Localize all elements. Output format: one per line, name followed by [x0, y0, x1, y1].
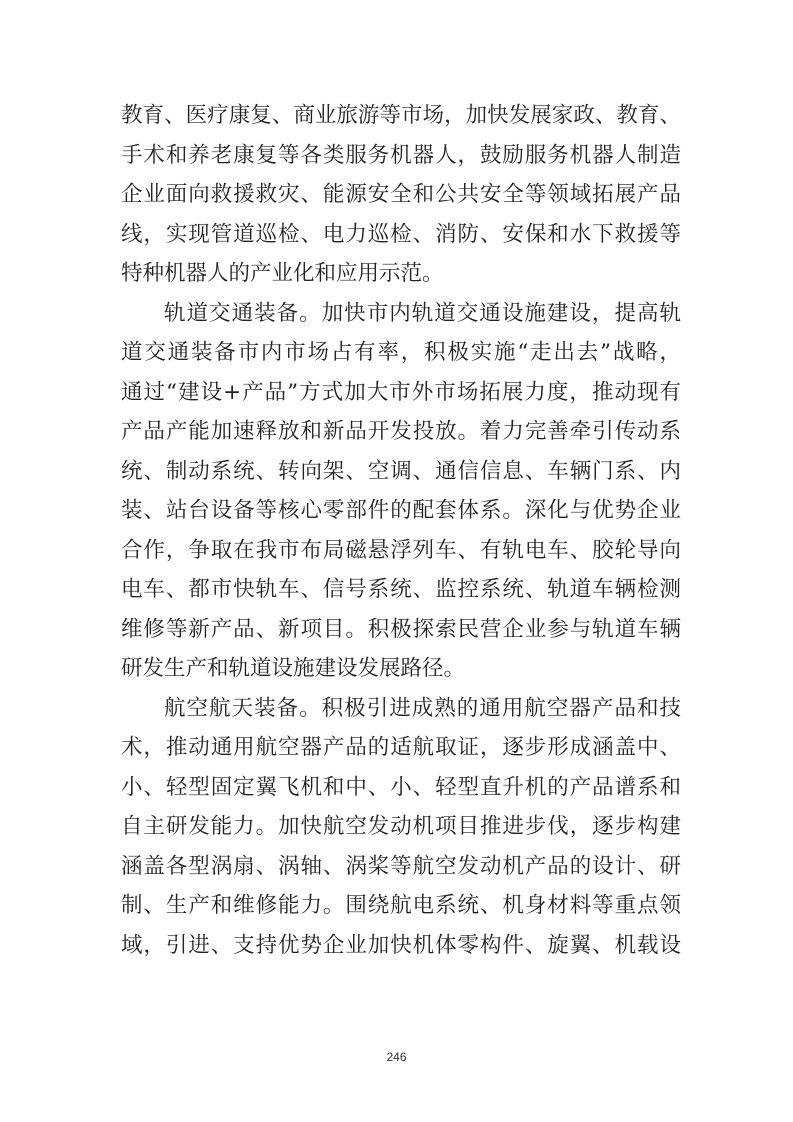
text-line: 电车、都市快轨车、信号系统、监控系统、轨道车辆检测 — [121, 577, 681, 602]
page-number: 246 — [386, 1050, 407, 1064]
text-line: 通过“建设+产品”方式加大市外市场拓展力度，推动现有 — [121, 379, 681, 405]
paragraph-first-line: 航空航天装备。积极引进成熟的通用航空器产品和技 — [164, 695, 681, 721]
text-line: 统、制动系统、转向架、空调、通信信息、车辆门系、内 — [121, 458, 681, 484]
text-line: 术，推动通用航空器产品的适航取证，逐步形成涵盖中、 — [121, 735, 681, 760]
text-line: 维修等新产品、新项目。积极探索民营企业参与轨道车辆 — [121, 616, 681, 642]
text-line: 合作，争取在我市布局磁悬浮列车、有轨电车、胶轮导向 — [121, 537, 681, 563]
text-line: 线，实现管道巡检、电力巡检、消防、安保和水下救援等 — [121, 221, 681, 247]
text-line: 涵盖各型涡扇、涡轴、涡桨等航空发动机产品的设计、研 — [121, 853, 681, 879]
text-line: 教育、医疗康复、商业旅游等市场，加快发展家政、教育、 — [121, 103, 681, 128]
text-line: 手术和养老康复等各类服务机器人，鼓励服务机器人制造 — [121, 142, 681, 168]
paragraph-first-line: 轨道交通装备。加快市内轨道交通设施建设，提高轨 — [164, 300, 681, 326]
text-line: 装、站台设备等核心零部件的配套体系。深化与优势企业 — [121, 498, 681, 523]
text-line: 产品产能加速释放和新品开发投放。着力完善牵引传动系 — [121, 419, 681, 444]
text-line: 域，引进、支持优势企业加快机体零构件、旋翼、机载设 — [121, 932, 681, 958]
text-line: 自主研发能力。加快航空发动机项目推进步伐，逐步构建 — [121, 814, 681, 839]
text-line: 道交通装备市内市场占有率，积极实施“走出去”战略， — [121, 340, 681, 365]
text-line: 特种机器人的产业化和应用示范。 — [121, 261, 444, 286]
body-text — [121, 96, 681, 965]
text-line: 企业面向救援救灾、能源安全和公共安全等领域拓展产品 — [121, 182, 681, 207]
text-line: 制、生产和维修能力。围绕航电系统、机身材料等重点领 — [121, 893, 681, 918]
text-line: 小、轻型固定翼飞机和中、小、轻型直升机的产品谱系和 — [121, 774, 681, 800]
text-line: 研发生产和轨道设施建设发展路径。 — [121, 656, 466, 681]
